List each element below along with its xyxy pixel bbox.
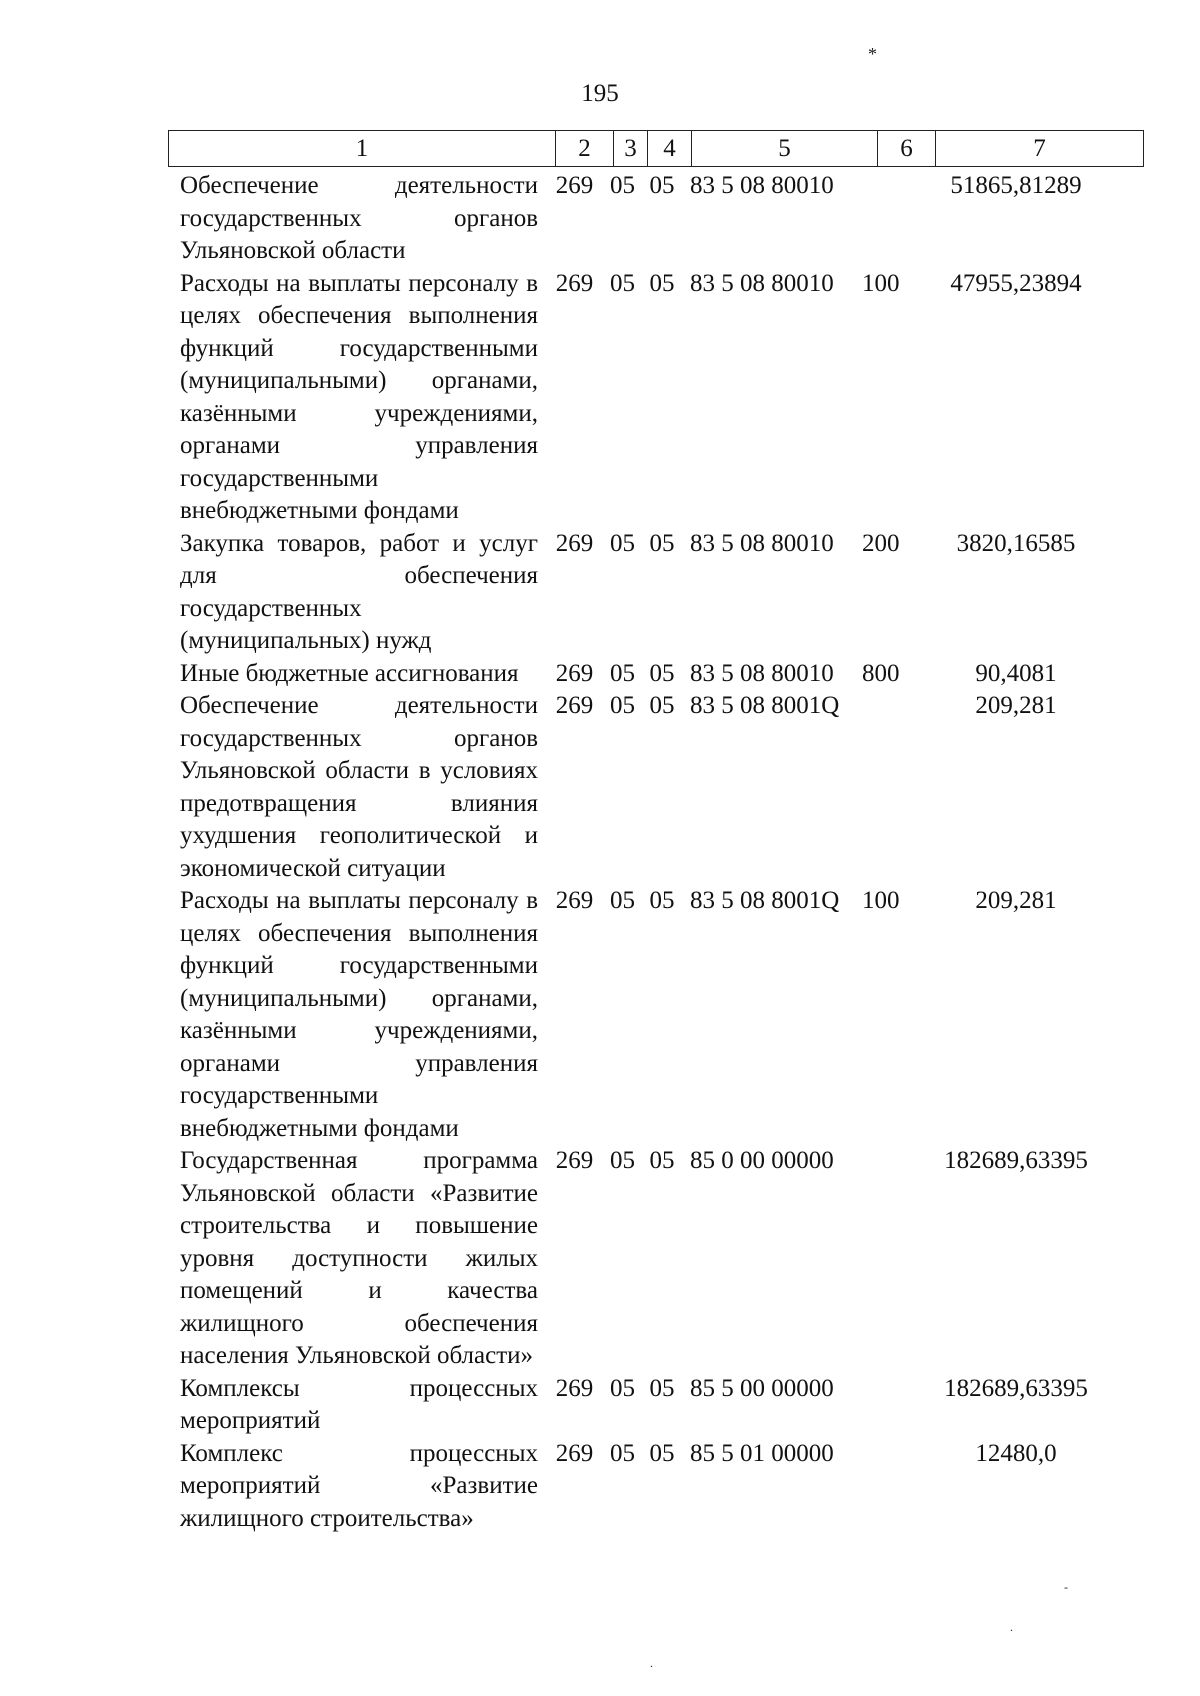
code-ministry: 269 xyxy=(555,529,594,557)
code-expense-type: 100 xyxy=(862,269,900,297)
table-header xyxy=(168,130,1144,167)
table-row xyxy=(168,170,1168,268)
row-name: Закупка товаров, работ и услуг для обеспечения государственных (муниципальных) нужд xyxy=(180,529,538,654)
code-ministry: 269 xyxy=(555,1439,594,1467)
amount: 182689,63395 xyxy=(944,1147,1088,1174)
code-target-article: 85 5 01 00000 xyxy=(690,1439,834,1467)
code-section: 05 xyxy=(610,887,635,914)
code-ministry: 269 xyxy=(555,887,594,914)
code-expense-type: 100 xyxy=(862,887,900,914)
code-section: 05 xyxy=(610,172,635,199)
header-col-7: 7 xyxy=(936,130,1144,167)
code-target-article: 85 0 00 00000 xyxy=(690,1147,834,1174)
header-col-3: 3 xyxy=(614,130,648,167)
header-col-1: 1 xyxy=(168,130,556,167)
table-row xyxy=(168,1373,1168,1438)
code-subsection: 05 xyxy=(649,1439,675,1467)
code-subsection: 05 xyxy=(649,659,675,687)
code-subsection: 05 xyxy=(649,269,675,297)
amount: 51865,81289 xyxy=(950,172,1082,199)
amount: 209,281 xyxy=(975,887,1057,914)
header-col-5: 5 xyxy=(692,130,878,167)
code-expense-type: 200 xyxy=(862,529,900,557)
table-row xyxy=(168,885,1168,1145)
code-target-article: 83 5 08 80010 xyxy=(690,659,834,687)
code-expense-type xyxy=(862,1438,916,1471)
code-section: 05 xyxy=(610,1374,635,1402)
header-col-2: 2 xyxy=(556,130,614,167)
scan-speck: - xyxy=(1064,1580,1068,1594)
code-subsection: 05 xyxy=(649,887,675,914)
code-expense-type xyxy=(862,1145,916,1178)
amount: 209,281 xyxy=(975,692,1057,719)
code-target-article: 83 5 08 80010 xyxy=(690,529,834,557)
table-row xyxy=(168,1438,1168,1536)
code-ministry: 269 xyxy=(555,1374,594,1402)
code-section: 05 xyxy=(610,269,635,297)
table-row xyxy=(168,1145,1168,1373)
code-ministry: 269 xyxy=(555,269,594,297)
row-name: Расходы на выплаты персоналу в целях обеспечения выполнения функций государственными (муниципальными) органами, казёнными учреждениями, органами управления государственными внебюджетными фондами xyxy=(180,269,538,524)
code-subsection: 05 xyxy=(649,1374,675,1402)
table-row xyxy=(168,528,1168,658)
code-subsection: 05 xyxy=(649,1147,675,1174)
code-target-article: 83 5 08 8001Q xyxy=(690,692,840,719)
code-target-article: 83 5 08 8001Q xyxy=(690,887,840,914)
row-name: Обеспечение деятельности государственных органов Ульяновской области в условиях предотвращения влияния ухудшения геополитической и экономической ситуации xyxy=(180,692,538,882)
amount: 47955,23894 xyxy=(950,269,1082,297)
header-col-6: 6 xyxy=(878,130,936,167)
code-expense-type: 800 xyxy=(862,659,900,687)
code-section: 05 xyxy=(610,692,635,719)
code-section: 05 xyxy=(610,529,635,557)
code-expense-type xyxy=(862,1373,916,1406)
code-ministry: 269 xyxy=(555,1147,594,1174)
code-section: 05 xyxy=(610,1439,635,1467)
code-target-article: 83 5 08 80010 xyxy=(690,269,834,297)
code-section: 05 xyxy=(610,659,635,687)
amount: 182689,63395 xyxy=(944,1374,1088,1402)
table-row xyxy=(168,658,1168,691)
table-body xyxy=(168,170,1168,1535)
row-name: Государственная программа Ульяновской области «Развитие строительства и повышение уровня доступности жилых помещений и качества жилищного обеспечения населения Ульяновской области» xyxy=(180,1147,538,1369)
code-expense-type xyxy=(862,170,916,203)
code-section: 05 xyxy=(610,1147,635,1174)
code-subsection: 05 xyxy=(649,692,675,719)
row-name: Комплексы процессных мероприятий xyxy=(180,1374,538,1434)
code-ministry: 269 xyxy=(555,659,594,687)
code-ministry: 269 xyxy=(555,172,594,199)
code-target-article: 85 5 00 00000 xyxy=(690,1374,834,1402)
table-row xyxy=(168,690,1168,885)
code-target-article: 83 5 08 80010 xyxy=(690,172,834,199)
header-col-4: 4 xyxy=(648,130,692,167)
row-name: Комплекс процессных мероприятий «Развитие жилищного строительства» xyxy=(180,1439,538,1532)
code-subsection: 05 xyxy=(649,529,675,557)
amount: 3820,16585 xyxy=(956,529,1076,557)
code-expense-type xyxy=(862,690,916,723)
row-name: Обеспечение деятельности государственных органов Ульяновской области xyxy=(180,172,538,264)
scan-speck: * xyxy=(868,44,877,64)
table-row xyxy=(168,268,1168,528)
amount: 90,4081 xyxy=(975,659,1057,687)
code-ministry: 269 xyxy=(555,692,594,719)
scan-speck: . xyxy=(1010,1620,1013,1634)
scan-speck: . xyxy=(650,1656,653,1670)
row-name: Иные бюджетные ассигнования xyxy=(180,659,519,687)
page-number: 195 xyxy=(581,80,619,107)
amount: 12480,0 xyxy=(975,1439,1057,1467)
row-name: Расходы на выплаты персоналу в целях обеспечения выполнения функций государственными (муниципальными) органами, казёнными учреждениями, органами управления государственными внебюджетными фондами xyxy=(180,887,538,1142)
code-subsection: 05 xyxy=(649,172,675,199)
